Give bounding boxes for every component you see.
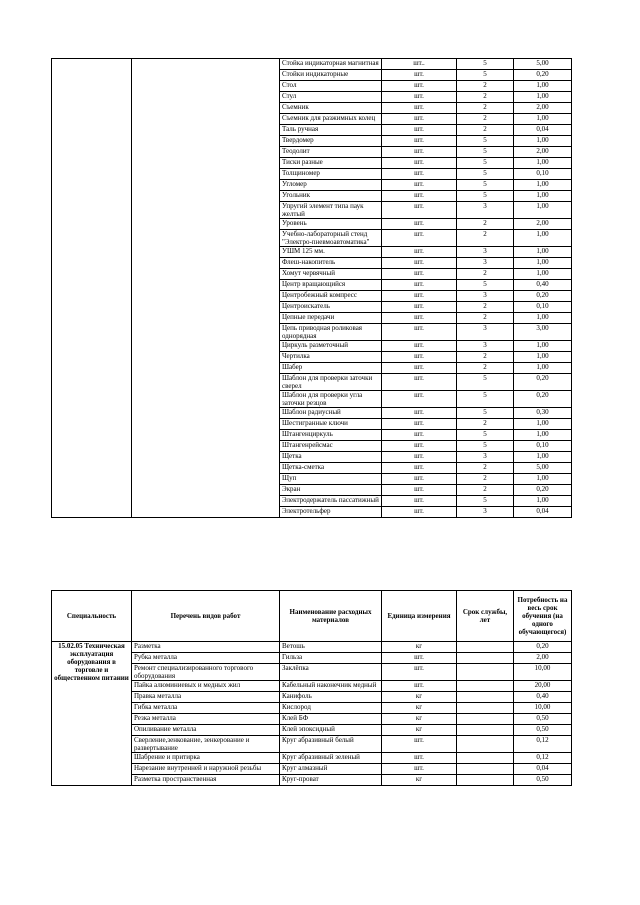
material-life — [457, 703, 514, 714]
material-qty: 0,50 — [514, 725, 572, 736]
item-name: Цепные передачи — [280, 313, 382, 324]
item-qty: 1,00 — [514, 313, 572, 324]
item-unit: шт. — [382, 180, 457, 191]
item-unit: шт. — [382, 452, 457, 463]
item-life: 5 — [457, 408, 514, 419]
item-unit: шт. — [382, 485, 457, 496]
item-qty: 0,04 — [514, 507, 572, 518]
item-qty: 1,00 — [514, 269, 572, 280]
item-life: 2 — [457, 419, 514, 430]
item-life: 3 — [457, 258, 514, 269]
item-life: 2 — [457, 114, 514, 125]
material-qty: 10,00 — [514, 664, 572, 681]
item-name: Угольник — [280, 191, 382, 202]
item-unit: шт. — [382, 81, 457, 92]
item-unit: шт.. — [382, 59, 457, 70]
material-life — [457, 642, 514, 653]
material-name: Гильза — [280, 653, 382, 664]
item-life: 5 — [457, 280, 514, 291]
item-unit: шт. — [382, 158, 457, 169]
item-qty: 5,00 — [514, 59, 572, 70]
item-qty: 0,10 — [514, 441, 572, 452]
table-row — [52, 642, 572, 653]
item-life: 2 — [457, 125, 514, 136]
item-qty: 1,00 — [514, 191, 572, 202]
item-unit: шт. — [382, 391, 457, 408]
item-qty: 1,00 — [514, 352, 572, 363]
work-name: Гибка металла — [132, 703, 280, 714]
item-unit: шт. — [382, 103, 457, 114]
material-unit: кг — [382, 642, 457, 653]
item-unit: шт. — [382, 363, 457, 374]
work-name: Шабрение и притирка — [132, 753, 280, 764]
table-row — [52, 59, 572, 70]
item-unit: шт. — [382, 280, 457, 291]
item-life: 5 — [457, 374, 514, 391]
item-qty: 1,00 — [514, 363, 572, 374]
item-qty: 0,20 — [514, 291, 572, 302]
item-name: Уровень — [280, 219, 382, 230]
item-name: Теодолит — [280, 147, 382, 158]
item-name: Цепь приводная роликовая однорядная — [280, 324, 382, 341]
item-qty: 0,04 — [514, 125, 572, 136]
material-name: Круг абразивный белый — [280, 736, 382, 753]
material-name: Ветошь — [280, 642, 382, 653]
material-life — [457, 664, 514, 681]
item-life: 5 — [457, 391, 514, 408]
material-name: Круг алмазный — [280, 764, 382, 775]
material-unit: кг — [382, 714, 457, 725]
item-name: Центробежный компресс — [280, 291, 382, 302]
material-name: Круг-проват — [280, 775, 382, 786]
material-life — [457, 725, 514, 736]
material-life — [457, 714, 514, 725]
item-name: Флеш-накопитель — [280, 258, 382, 269]
item-qty: 1,00 — [514, 158, 572, 169]
item-qty: 1,00 — [514, 474, 572, 485]
item-life: 3 — [457, 324, 514, 341]
material-life — [457, 736, 514, 753]
header-materials: Наименование расходных материалов — [280, 591, 382, 642]
item-unit: шт. — [382, 408, 457, 419]
item-qty: 2,00 — [514, 219, 572, 230]
item-name: Таль ручная — [280, 125, 382, 136]
item-name: Тиски разные — [280, 158, 382, 169]
work-name: Опиливание металла — [132, 725, 280, 736]
item-unit: шт. — [382, 169, 457, 180]
item-life: 2 — [457, 363, 514, 374]
material-name: Кислород — [280, 703, 382, 714]
material-unit: кг — [382, 775, 457, 786]
item-life: 3 — [457, 507, 514, 518]
item-name: Щетка — [280, 452, 382, 463]
item-qty: 0,20 — [514, 374, 572, 391]
material-name: Клей БФ — [280, 714, 382, 725]
item-qty: 2,00 — [514, 103, 572, 114]
item-name: Съемник для разжимных колец — [280, 114, 382, 125]
item-life: 3 — [457, 247, 514, 258]
item-qty: 1,00 — [514, 430, 572, 441]
item-life: 2 — [457, 302, 514, 313]
material-unit: шт. — [382, 653, 457, 664]
item-qty: 1,00 — [514, 114, 572, 125]
item-unit: шт. — [382, 191, 457, 202]
item-unit: шт. — [382, 230, 457, 247]
header-specialty: Специальность — [52, 591, 132, 642]
material-qty: 0,20 — [514, 642, 572, 653]
item-name: Центроискатель — [280, 302, 382, 313]
material-life — [457, 753, 514, 764]
item-life: 5 — [457, 180, 514, 191]
item-unit: шт. — [382, 136, 457, 147]
item-qty: 2,00 — [514, 147, 572, 158]
work-name: Ремонт специализированного торгового оборудования — [132, 664, 280, 681]
material-name: Канифоль — [280, 692, 382, 703]
item-life: 3 — [457, 202, 514, 219]
item-unit: шт. — [382, 258, 457, 269]
equipment-table — [51, 58, 572, 518]
item-name: Шаблон радиусный — [280, 408, 382, 419]
material-qty: 10,00 — [514, 703, 572, 714]
item-life: 2 — [457, 103, 514, 114]
work-name: Пайка алюминиевых и медных жил — [132, 681, 280, 692]
item-unit: шт. — [382, 70, 457, 81]
item-qty: 1,00 — [514, 81, 572, 92]
item-name: Щуп — [280, 474, 382, 485]
item-qty: 1,00 — [514, 180, 572, 191]
item-qty: 1,00 — [514, 136, 572, 147]
item-unit: шт. — [382, 125, 457, 136]
material-life — [457, 653, 514, 664]
item-life: 2 — [457, 313, 514, 324]
item-qty: 1,00 — [514, 258, 572, 269]
item-qty: 1,00 — [514, 92, 572, 103]
item-qty: 1,00 — [514, 419, 572, 430]
item-unit: шт. — [382, 114, 457, 125]
item-qty: 0,30 — [514, 408, 572, 419]
work-name: Нарезание внутренней и наружной резьбы — [132, 764, 280, 775]
item-unit: шт. — [382, 202, 457, 219]
item-life: 5 — [457, 191, 514, 202]
item-name: Стол — [280, 81, 382, 92]
material-name: Кабельный наконечник медный — [280, 681, 382, 692]
item-unit: шт. — [382, 496, 457, 507]
material-qty: 2,00 — [514, 653, 572, 664]
item-name: Съемник — [280, 103, 382, 114]
item-life: 5 — [457, 59, 514, 70]
header-works: Перечень видов работ — [132, 591, 280, 642]
item-unit: шт. — [382, 430, 457, 441]
item-unit: шт. — [382, 269, 457, 280]
item-name: Учебно-лабораторный стенд "Электро-пневмоавтоматика" — [280, 230, 382, 247]
blank-works-cell — [132, 59, 280, 518]
material-qty: 0,04 — [514, 764, 572, 775]
item-qty: 0,10 — [514, 169, 572, 180]
item-qty: 0,20 — [514, 485, 572, 496]
item-name: Экран — [280, 485, 382, 496]
item-unit: шт. — [382, 313, 457, 324]
header-need: Потребность на весь срок обучения (на одного обучающегося) — [514, 591, 572, 642]
work-name: Рубка металла — [132, 653, 280, 664]
work-name: Разметка пространственная — [132, 775, 280, 786]
item-life: 3 — [457, 291, 514, 302]
material-qty: 20,00 — [514, 681, 572, 692]
item-life: 2 — [457, 81, 514, 92]
item-unit: шт. — [382, 147, 457, 158]
item-unit: шт. — [382, 324, 457, 341]
item-name: Шаблон для проверки угла заточки резцов — [280, 391, 382, 408]
item-name: Хомут червячный — [280, 269, 382, 280]
header-unit: Единица измерения — [382, 591, 457, 642]
item-unit: шт. — [382, 302, 457, 313]
item-name: Центр вращающийся — [280, 280, 382, 291]
item-unit: шт. — [382, 291, 457, 302]
equipment-table-body — [52, 59, 572, 518]
item-name: Твердомер — [280, 136, 382, 147]
material-unit: шт. — [382, 753, 457, 764]
item-name: Электротельфер — [280, 507, 382, 518]
item-life: 2 — [457, 463, 514, 474]
item-unit: шт. — [382, 374, 457, 391]
item-qty: 1,00 — [514, 341, 572, 352]
item-name: Толщиномер — [280, 169, 382, 180]
item-qty: 1,00 — [514, 230, 572, 247]
item-unit: шт. — [382, 352, 457, 363]
materials-header-row — [52, 591, 572, 642]
item-unit: шт. — [382, 463, 457, 474]
material-unit: шт. — [382, 664, 457, 681]
item-name: Шестигранные ключи — [280, 419, 382, 430]
item-unit: шт. — [382, 247, 457, 258]
material-name: Заклёпка — [280, 664, 382, 681]
item-name: Шаблон для проверки заточки сверел — [280, 374, 382, 391]
item-life: 5 — [457, 147, 514, 158]
item-life: 2 — [457, 92, 514, 103]
work-name: Правка металла — [132, 692, 280, 703]
item-name: Упругий элемент типа паук желтый — [280, 202, 382, 219]
item-qty: 1,00 — [514, 202, 572, 219]
item-unit: шт. — [382, 474, 457, 485]
item-name: Электродержатель пассатижный — [280, 496, 382, 507]
item-life: 3 — [457, 341, 514, 352]
item-unit: шт. — [382, 341, 457, 352]
material-qty: 0,12 — [514, 736, 572, 753]
item-name: Штангенрейсмас — [280, 441, 382, 452]
work-name: Разметка — [132, 642, 280, 653]
item-qty: 5,00 — [514, 463, 572, 474]
material-life — [457, 692, 514, 703]
item-name: Циркуль разметочный — [280, 341, 382, 352]
item-unit: шт. — [382, 219, 457, 230]
work-name: Сверление,зенкование, зенкерование и развертывание — [132, 736, 280, 753]
item-life: 2 — [457, 269, 514, 280]
item-name: Угломер — [280, 180, 382, 191]
item-qty: 1,00 — [514, 247, 572, 258]
item-life: 5 — [457, 70, 514, 81]
material-unit: шт. — [382, 681, 457, 692]
material-life — [457, 681, 514, 692]
item-life: 5 — [457, 441, 514, 452]
material-name: Круг абразивный зеленый — [280, 753, 382, 764]
item-name: Стойки индикаторные — [280, 70, 382, 81]
specialty-cell: 15.02.05 Техническая эксплуатация оборудования в торговле и общественном питании — [52, 642, 132, 786]
item-name: УШМ 125 мм. — [280, 247, 382, 258]
item-qty: 0,10 — [514, 302, 572, 313]
work-name: Резка металла — [132, 714, 280, 725]
item-name: Шабер — [280, 363, 382, 374]
material-name: Клей эпоксидный — [280, 725, 382, 736]
item-name: Штангенциркуль — [280, 430, 382, 441]
item-name: Стойка индикаторная магнитная — [280, 59, 382, 70]
item-life: 2 — [457, 485, 514, 496]
blank-specialty-cell — [52, 59, 132, 518]
material-unit: шт. — [382, 764, 457, 775]
item-life: 2 — [457, 219, 514, 230]
header-life: Срок службы, лет — [457, 591, 514, 642]
item-unit: шт. — [382, 92, 457, 103]
item-life: 2 — [457, 352, 514, 363]
materials-table-body — [52, 591, 572, 786]
item-qty: 0,20 — [514, 70, 572, 81]
item-life: 5 — [457, 496, 514, 507]
item-life: 3 — [457, 452, 514, 463]
material-qty: 0,12 — [514, 753, 572, 764]
item-name: Стул — [280, 92, 382, 103]
item-unit: шт. — [382, 507, 457, 518]
item-life: 5 — [457, 158, 514, 169]
material-unit: кг — [382, 703, 457, 714]
item-qty: 0,40 — [514, 280, 572, 291]
materials-table — [51, 590, 572, 786]
item-qty: 1,00 — [514, 452, 572, 463]
material-qty: 0,40 — [514, 692, 572, 703]
item-life: 5 — [457, 169, 514, 180]
item-qty: 3,00 — [514, 324, 572, 341]
item-qty: 1,00 — [514, 496, 572, 507]
item-life: 2 — [457, 474, 514, 485]
material-unit: кг — [382, 692, 457, 703]
item-qty: 0,20 — [514, 391, 572, 408]
item-unit: шт. — [382, 441, 457, 452]
item-life: 5 — [457, 430, 514, 441]
item-life: 2 — [457, 230, 514, 247]
material-life — [457, 775, 514, 786]
item-name: Щетка-сметка — [280, 463, 382, 474]
item-unit: шт. — [382, 419, 457, 430]
material-qty: 0,50 — [514, 775, 572, 786]
material-unit: шт. — [382, 736, 457, 753]
material-qty: 0,50 — [514, 714, 572, 725]
item-life: 5 — [457, 136, 514, 147]
material-unit: кг — [382, 725, 457, 736]
material-life — [457, 764, 514, 775]
item-name: Чертилка — [280, 352, 382, 363]
